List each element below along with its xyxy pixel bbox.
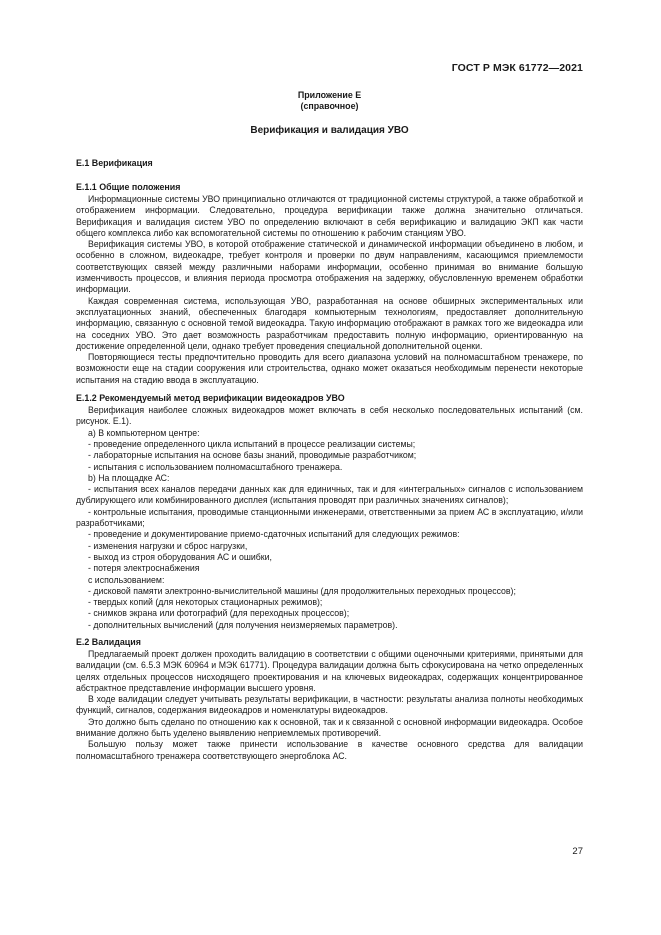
list-item: - твердых копий (для некоторых стационарных режимов); xyxy=(88,597,323,608)
list-item: с использованием: xyxy=(88,574,165,585)
list-item: - выход из строя оборудования АС и ошибки, xyxy=(88,551,272,562)
appendix-title: Верификация и валидация УВО xyxy=(250,125,409,136)
list-item: - контрольные испытания, проводимые станционными инженерами, ответственными за прием АС в эксплуатацию, и/или разработчиками; xyxy=(76,506,583,529)
list-item: - испытания с использованием полномасштабного тренажера. xyxy=(88,461,343,472)
paragraph: Верификация наиболее сложных видеокадров может включать в себя несколько последовательных испытаний (см. рисунок. Е.1). xyxy=(76,405,583,427)
list-item: - дополнительных вычислений (для получения неизмеряемых параметров). xyxy=(88,619,398,630)
page-content xyxy=(76,90,583,762)
paragraph: Это должно быть сделано по отношению как к основной, так и к связанной с основной информации видеокадра. Особое внимание должно быть уделено выявлению неприемлемых противоречий. xyxy=(76,716,583,739)
section-heading-e2: Е.2 Валидация xyxy=(76,636,141,647)
list-item: b) На площадке АС: xyxy=(88,472,170,483)
list-item: - потеря электроснабжения xyxy=(88,563,200,574)
list-item: - дисковой памяти электронно-вычислительной машины (для продолжительных переходных процессов); xyxy=(88,585,516,596)
appendix-reference: (справочное) xyxy=(300,101,359,111)
paragraph: Каждая современная система, использующая УВО, разработанная на основе обширных экспериментальных или эксплуатационных знаний, обеспеченных благодаря компьютерным технологиям, предоставляет дополнительную информацию, связанную с основной темой видеокадра. Такую информацию отображают в рамках того же видеокадра или на соседних УВО. Это дает возможность разработчикам предоставить полную информацию, ориентированную на достижение определенной цели, однако требует проведения специальной дополнительной оценки. xyxy=(76,295,583,351)
section-heading-e1: Е.1 Верификация xyxy=(76,158,153,168)
paragraph: Повторяющиеся тесты предпочтительно проводить для всего диапазона условий на полномасштабном тренажере, по возможности еще на стадии сооружения или строительства, однако может оказаться необходимым перенести некоторые испытания на стадию ввода в эксплуатацию. xyxy=(76,352,583,385)
list-item: - испытания всех каналов передачи данных как для единичных, так и для «интегральных» сигналов с использованием дублирующего или комбинированного дисплея (испытания проводят при различных значениях сигналов); xyxy=(76,484,583,506)
paragraph: Верификация системы УВО, в которой отображение статической и динамической информации объединено в любом, и особенно в сложном, видеокадре, требует контроля и проверки по двум направлениям, касающимся приемлемости соответствующих связей между различными наборами информации, особенно принимая во внимание большую изменчивость процессов, и влияния периода просмотра отображения на задержку, обусловленную временем обработки информации. xyxy=(76,239,583,295)
standard-code: ГОСТ Р МЭК 61772—2021 xyxy=(451,62,583,74)
list-item: - снимков экрана или фотографий (для переходных процессов); xyxy=(88,608,350,619)
subsection-heading-e1-2: Е.1.2 Рекомендуемый метод верификации видеокадров УВО xyxy=(76,393,345,404)
list-item: - проведение определенного цикла испытаний в процессе реализации системы; xyxy=(88,438,416,449)
page-number: 27 xyxy=(572,846,583,857)
paragraph: В ходе валидации следует учитывать результаты верификации, в частности: результаты анализа полноты необходимых функций, сигналов, содержания видеокадров и номенклатуры видеокадров. xyxy=(76,694,583,716)
paragraph: Большую пользу может также принести использование в качестве основного средства для валидации полномасштабного тренажера соответствующего энергоблока АС. xyxy=(76,739,583,761)
paragraph: Предлагаемый проект должен проходить валидацию в соответствии с общими оценочными критериями, принятыми для валидации (см. 6.5.3 МЭК 60964 и МЭК 61771). Процедура валидации должна быть сфокусирована на четко определенных целях отдельных процессов нисходящего проектирования и на ключевых видеокадрах, содержащих концентрированное абстрактное представление информации высшего уровня. xyxy=(76,648,583,693)
list-item: - изменения нагрузки и сброс нагрузки, xyxy=(88,540,248,551)
list-item: - лабораторные испытания на основе базы знаний, проводимые разработчиком; xyxy=(88,450,417,461)
list-item: а) В компьютерном центре: xyxy=(88,427,200,438)
subsection-heading-e1-1: Е.1.1 Общие положения xyxy=(76,182,181,192)
list-item: - проведение и документирование приемо-сдаточных испытаний для следующих режимов: xyxy=(88,529,460,540)
paragraph: Информационные системы УВО принципиально отличаются от традиционной системы структурой, а также обработкой и отображением информации. Следовательно, процедура верификации также должна значительно отличаться. Верификация и валидация систем УВО по определению включают в себя верификацию и валидацию ЭКП как части общего комплекса либо как вспомогательной системы по отношению к рабочим станциям УВО. xyxy=(76,194,583,238)
appendix-label: Приложение Е xyxy=(297,90,362,100)
